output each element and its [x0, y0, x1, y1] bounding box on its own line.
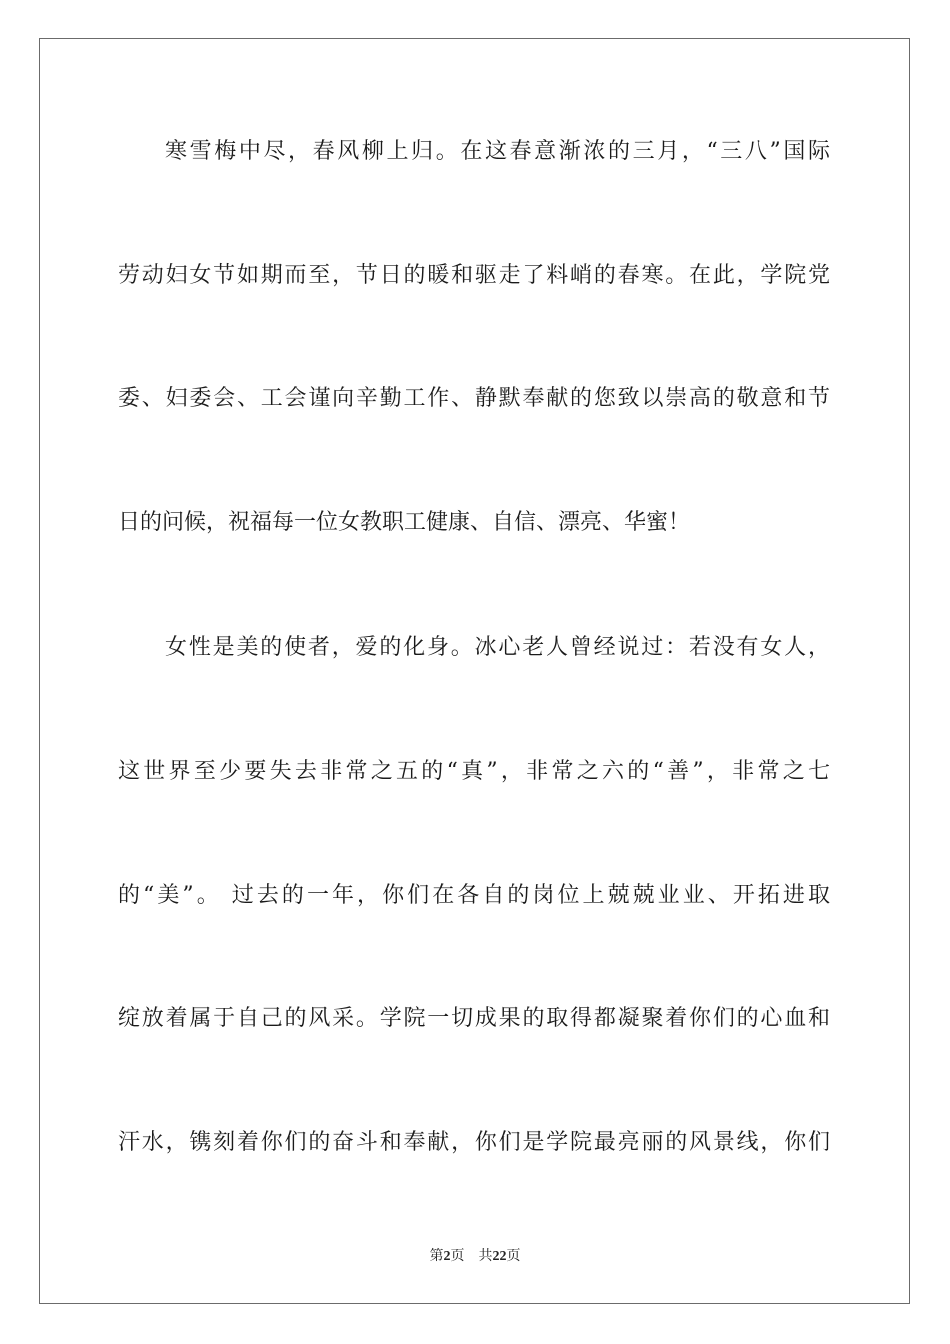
total-suffix: 页	[506, 1249, 521, 1264]
paragraph-1-line-1: 寒雪梅中尽，春风柳上归。在这春意渐浓的三月，“三八”国际	[165, 139, 830, 164]
page-footer	[0, 1248, 950, 1266]
page-border	[39, 38, 910, 1304]
paragraph-1-line-4: 日的问候，祝福每一位女教职工健康、自信、漂亮、华蜜！	[118, 510, 691, 535]
page-prefix: 第	[429, 1249, 444, 1264]
paragraph-2-line-2: 这世界至少要失去非常之五的“真”，非常之六的“善”，非常之七	[118, 759, 830, 784]
paragraph-2-line-5: 汗水，镌刻着你们的奋斗和奉献，你们是学院最亮丽的风景线，你们	[118, 1130, 830, 1155]
paragraph-2-line-1: 女性是美的使者，爱的化身。冰心老人曾经说过：若没有女人，	[165, 635, 830, 660]
page-suffix: 页	[450, 1249, 465, 1264]
page-number: 2	[443, 1249, 451, 1264]
paragraph-1-line-2: 劳动妇女节如期而至，节日的暖和驱走了料峭的春寒。在此，学院党	[118, 263, 830, 288]
paragraph-2-line-3: 的“美”。 过去的一年，你们在各自的岗位上兢兢业业、开拓进取	[118, 883, 830, 908]
total-pages: 22	[492, 1249, 507, 1264]
paragraph-1-line-3: 委、妇委会、工会谨向辛勤工作、静默奉献的您致以崇高的敬意和节	[118, 386, 830, 411]
paragraph-2-line-4: 绽放着属于自己的风采。学院一切成果的取得都凝聚着你们的心血和	[118, 1006, 830, 1031]
total-prefix: 共	[478, 1249, 493, 1264]
